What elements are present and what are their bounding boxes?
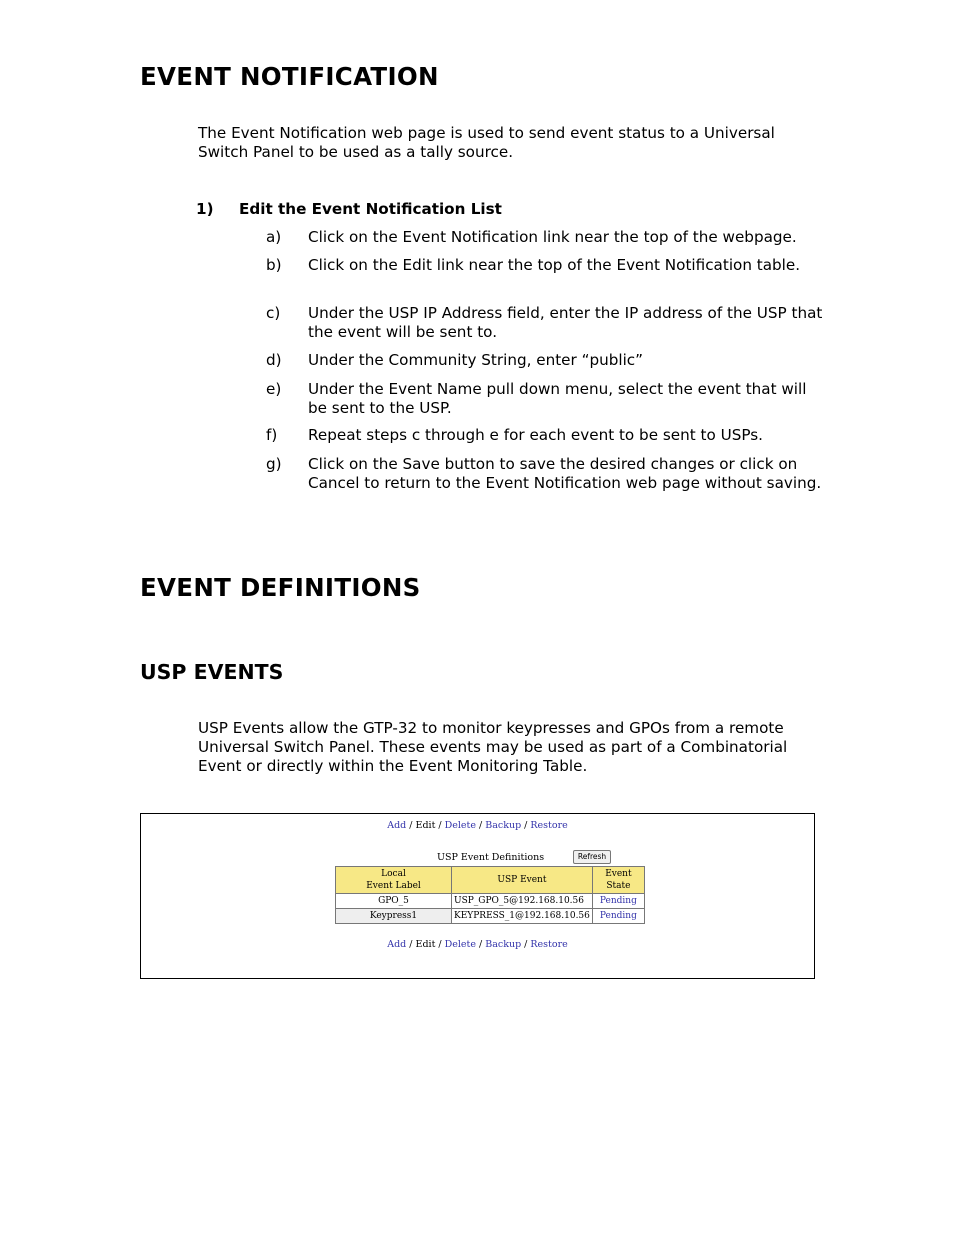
- list-item-text: Under the Event Name pull down menu, select the event that will be sent to the USP.: [308, 380, 807, 417]
- subsection-title-usp-events: USP EVENTS: [140, 660, 284, 684]
- cell-usp-event: USP_GPO_5@192.168.10.56: [452, 894, 593, 909]
- list-item-letter: d): [266, 351, 282, 369]
- action-links-bottom: [141, 939, 814, 950]
- event-notification-intro: The Event Notification web page is used to send event status to a Universal Switch Panel to be used as a tally source.: [198, 124, 775, 161]
- link-separator: /: [435, 820, 445, 831]
- cell-event-state: Pending: [592, 909, 644, 924]
- table-row: [336, 909, 645, 924]
- cell-usp-event: KEYPRESS_1@192.168.10.56: [452, 909, 593, 924]
- list-item: [266, 351, 826, 370]
- edit-link[interactable]: Edit: [415, 939, 436, 950]
- backup-link[interactable]: Backup: [485, 939, 522, 950]
- link-separator: /: [475, 820, 486, 831]
- section-title-event-notification: EVENT NOTIFICATION: [140, 62, 439, 91]
- delete-link[interactable]: Delete: [444, 820, 476, 831]
- backup-link[interactable]: Backup: [485, 820, 522, 831]
- list-item: [266, 380, 826, 418]
- list-item-letter: g): [266, 455, 282, 473]
- usp-events-table: [335, 866, 645, 924]
- list-item-letter: e): [266, 380, 282, 398]
- list-item-text: Under the USP IP Address field, enter the IP address of the USP that the event will be sent to.: [308, 304, 823, 341]
- list-item: [266, 304, 826, 342]
- column-header-line: Local: [381, 869, 406, 879]
- refresh-button[interactable]: Refresh: [573, 850, 611, 864]
- list-item-letter: b): [266, 256, 282, 274]
- list-item: [266, 455, 826, 493]
- cell-local-label: Keypress1: [336, 909, 452, 924]
- table-header-row: [336, 867, 645, 894]
- list-item: [266, 256, 826, 275]
- step-number: 1): [196, 200, 214, 218]
- step-title: Edit the Event Notification List: [239, 200, 502, 218]
- list-item-text: Click on the Edit link near the top of the Event Notification table.: [308, 256, 801, 274]
- delete-link[interactable]: Delete: [444, 939, 476, 950]
- add-link[interactable]: Add: [387, 939, 407, 950]
- table-title: USP Event Definitions: [437, 852, 545, 863]
- link-separator: /: [521, 939, 531, 950]
- list-item-text: Click on the Event Notification link near the top of the webpage.: [308, 228, 797, 246]
- column-header-usp-event: USP Event: [452, 867, 593, 894]
- usp-events-intro: USP Events allow the GTP-32 to monitor keypresses and GPOs from a remote Universal Switch Panel. These events may be used as part of a Combinatorial Event or directly within the Event Monitoring Table.: [198, 719, 788, 775]
- usp-event-definitions-screenshot: [140, 813, 815, 979]
- list-item-text: Under the Community String, enter “public”: [308, 351, 644, 369]
- add-link[interactable]: Add: [387, 820, 407, 831]
- list-item-text: Repeat steps c through e for each event to be sent to USPs.: [308, 426, 763, 444]
- link-separator: /: [406, 939, 416, 950]
- restore-link[interactable]: Restore: [530, 820, 568, 831]
- column-header-local-event-label: [336, 867, 452, 894]
- list-item-letter: f): [266, 426, 278, 444]
- list-item: [266, 228, 826, 247]
- table-row: [336, 894, 645, 909]
- cell-event-state: Pending: [592, 894, 644, 909]
- list-item-letter: c): [266, 304, 281, 322]
- section-title-event-definitions: EVENT DEFINITIONS: [140, 573, 421, 602]
- action-links-top: [141, 820, 814, 831]
- list-item: [266, 426, 826, 445]
- column-header-line: Event Label: [366, 881, 421, 891]
- link-separator: /: [406, 820, 416, 831]
- list-item-text: Click on the Save button to save the desired changes or click on Cancel to return to the Event Notification web page without saving.: [308, 455, 822, 492]
- link-separator: /: [435, 939, 445, 950]
- link-separator: /: [475, 939, 486, 950]
- cell-local-label: GPO_5: [336, 894, 452, 909]
- list-item-letter: a): [266, 228, 282, 246]
- restore-link[interactable]: Restore: [530, 939, 568, 950]
- column-header-event-state: Event State: [592, 867, 644, 894]
- link-separator: /: [521, 820, 531, 831]
- edit-link[interactable]: Edit: [415, 820, 436, 831]
